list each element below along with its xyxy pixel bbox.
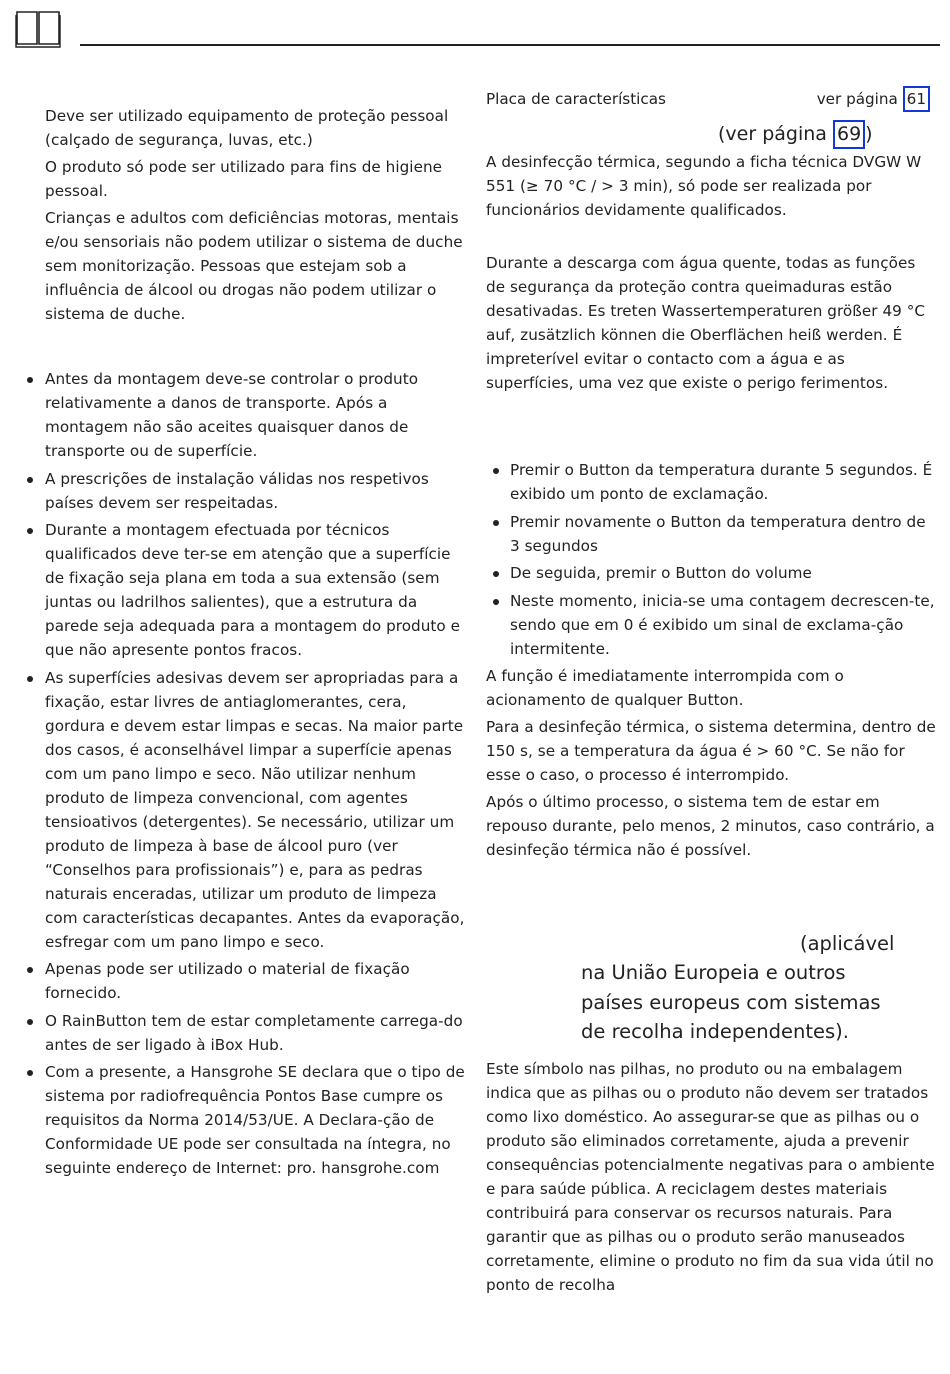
list-item: A prescrições de instalação válidas nos respetivos países devem ser respeitadas. — [22, 467, 470, 515]
nameplate-label: Placa de características — [486, 90, 666, 108]
disposal-heading-part1: (aplicável — [800, 932, 895, 955]
paragraph: Após o último processo, o sistema tem de estar em repouso durante, pelo menos, 2 minutos, caso contrário, a desinfeção térmica não é possível. — [486, 793, 935, 859]
page-header — [0, 0, 950, 60]
list-item: Neste momento, inicia-se uma contagem decrescen-te, sendo que em 0 é exibido um sinal de exclama-ção intermitente. — [486, 589, 936, 661]
list-item: Premir o Button da temperatura durante 5 segundos. É exibido um ponto de exclamação. — [486, 458, 936, 506]
open-book-icon — [15, 9, 63, 49]
disinfection-paragraph: A desinfecção térmica, segundo a ficha técnica DVGW W 551 (≥ 70 °C / > 3 min), só pode ser realizada por funcionários devidamente qualificados. — [486, 153, 922, 219]
list-item: Apenas pode ser utilizado o material de fixação fornecido. — [22, 957, 470, 1005]
list-item: De seguida, premir o Button do volume — [486, 561, 936, 585]
disposal-heading-part2: na União Europeia e outros países europeus com sistemas de recolha independentes). — [581, 961, 881, 1043]
intro-paragraph: Crianças e adultos com deficiências motoras, mentais e/ou sensoriais não podem utilizar o sistema de duche sem monitorização. Pessoas que estejam sob a influência de álcool ou drogas não podem utilizar o sistema de duche. — [45, 209, 463, 323]
page-ref-close: ) — [865, 123, 873, 145]
list-item: O RainButton tem de estar completamente carrega-do antes de ser ligado à iBox Hub. — [22, 1009, 470, 1057]
intro-paragraph: O produto só pode ser utilizado para fins de higiene pessoal. — [45, 158, 443, 200]
installation-bullet-list — [22, 367, 470, 1184]
list-item: Premir novamente o Button da temperatura dentro de 3 segundos — [486, 510, 936, 558]
nameplate-page-ref — [817, 86, 930, 112]
list-item: Durante a montagem efectuada por técnicos qualificados deve ter-se em atenção que a superfície de fixação seja plana em toda a sua extensão (sem juntas ou ladrilhos salientes), que a estrutura da parede seja adequada para a montagem do produto e que não apresente pontos fracos. — [22, 518, 470, 662]
paragraph: Para a desinfeção térmica, o sistema determina, dentro de 150 s, se a temperatura da água é > 60 °C. Se não for esse o caso, o processo é interrompido. — [486, 718, 936, 784]
nameplate-reference — [486, 86, 936, 112]
disposal-paragraph: Este símbolo nas pilhas, no produto ou na embalagem indica que as pilhas ou o produto não devem ser tratados como lixo doméstico. Ao assegurar-se que as pilhas ou o produto são eliminados corretamente, ajuda a prevenir consequências potencialmente negativas para o ambiente e para saúde pública. A reciclagem destes materiais contribuirá para conservar os recursos naturais. Para garantir que as pilhas ou o produto serão manuseados corretamente, elimine o produto no fim da sua vida útil no ponto de recolha — [486, 1060, 935, 1294]
scald-warning-paragraph: Durante a descarga com água quente, todas as funções de segurança da proteção contra queimaduras estão desativadas. Es treten Wassertemperaturen größer 49 °C auf, zusätzlich können die Oberflächen heiß werden. É impreterível evitar o contacto com a água e as superfícies, uma vez que existe o perigo ferimentos. — [486, 254, 926, 392]
list-item: Antes da montagem deve-se controlar o produto relativamente a danos de transporte. Após a montagem não são aceites quaisquer danos de transporte ou de superfície. — [22, 367, 470, 463]
header-rule — [80, 44, 940, 46]
intro-paragraph: Deve ser utilizado equipamento de proteção pessoal (calçado de segurança, luvas, etc.) — [45, 107, 449, 149]
intro-block — [22, 104, 470, 326]
list-item: As superfícies adesivas devem ser apropriadas para a fixação, estar livres de antiaglomerantes, cera, gordura e devem estar limpas e secas. Na maior parte dos casos, é aconselhável limpar a superfície apenas com um pano limpo e seco. Não utilizar nenhum produto de limpeza convencional, com agentes tensioativos (detergentes). Se necessário, utilizar um produto de limpeza à base de álcool puro (ver “Conselhos para profissionais”) e, para as pedras naturais enceradas, utilizar um produto de limpeza com características decapantes. Antes da evaporação, esfregar com um pano limpo e seco. — [22, 666, 470, 954]
page-link[interactable]: 61 — [903, 86, 930, 112]
page-ref-text: ver página — [816, 90, 898, 108]
page-link[interactable]: 69 — [833, 120, 865, 149]
disinfection-steps-list — [486, 458, 936, 664]
page-ref-text: (ver página — [718, 123, 827, 145]
list-item: Com a presente, a Hansgrohe SE declara que o tipo de sistema por radiofrequência Pontos Base cumpre os requisitos da Norma 2014/53/UE. A Declara-ção de Conformidade UE pode ser consultada na íntegra, no seguinte endereço de Internet: pro. hansgrohe.com — [22, 1060, 470, 1180]
after-steps-block — [486, 664, 936, 862]
paragraph: A função é imediatamente interrompida com o acionamento de qualquer Button. — [486, 667, 844, 709]
disinfection-page-ref — [718, 120, 873, 149]
